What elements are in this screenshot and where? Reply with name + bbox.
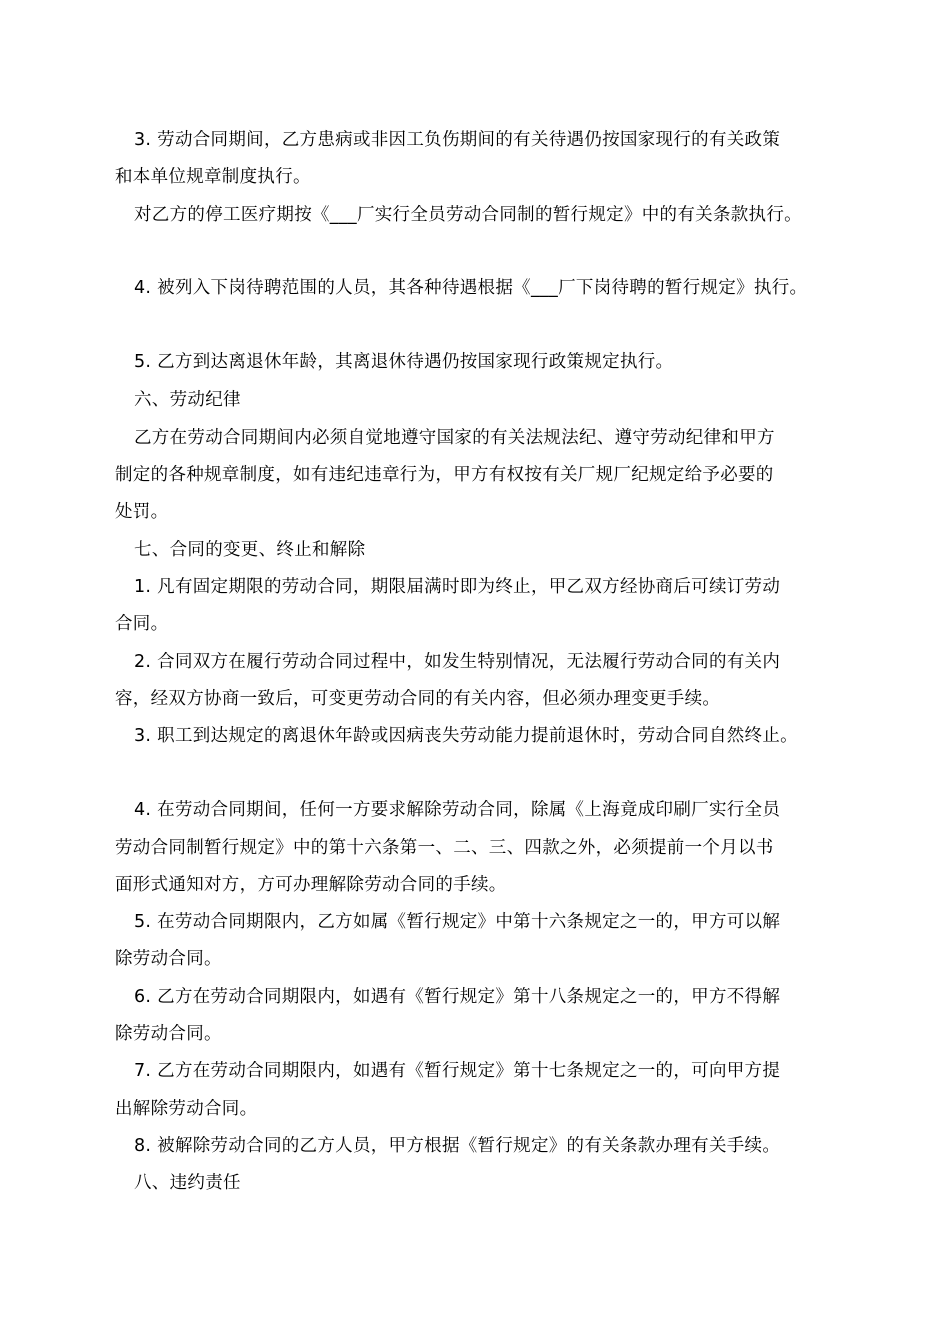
paragraph-line: 制定的各种规章制度，如有违纪违章行为，甲方有权按有关厂规厂纪规定给予必要的 <box>115 465 774 485</box>
paragraph-line: 对乙方的停工医疗期按《___厂实行全员劳动合同制的暂行规定》中的有关条款执行。 <box>134 205 802 225</box>
paragraph-line: 2. 合同双方在履行劳动合同过程中，如发生特别情况，无法履行劳动合同的有关内 <box>134 652 781 672</box>
section-heading: 八、违约责任 <box>134 1173 241 1193</box>
paragraph-line: 乙方在劳动合同期间内必须自觉地遵守国家的有关法规法纪、遵守劳动纪律和甲方 <box>134 428 775 448</box>
paragraph-line: 和本单位规章制度执行。 <box>115 167 311 187</box>
paragraph-line: 合同。 <box>115 614 169 634</box>
section-heading: 六、劳动纪律 <box>134 390 241 410</box>
paragraph-line: 4. 被列入下岗待聘范围的人员，其各种待遇根据《___厂下岗待聘的暂行规定》执行。 <box>134 278 808 298</box>
paragraph-line: 劳动合同制暂行规定》中的第十六条第一、二、三、四款之外，必须提前一个月以书 <box>115 838 774 858</box>
paragraph-line: 8. 被解除劳动合同的乙方人员，甲方根据《暂行规定》的有关条款办理有关手续。 <box>134 1136 781 1156</box>
paragraph-line: 5. 乙方到达离退休年龄，其离退休待遇仍按国家现行政策规定执行。 <box>134 352 674 372</box>
paragraph-line: 面形式通知对方，方可办理解除劳动合同的手续。 <box>115 875 507 895</box>
paragraph-line: 3. 劳动合同期间，乙方患病或非因工负伤期间的有关待遇仍按国家现行的有关政策 <box>134 130 781 150</box>
paragraph-line: 1. 凡有固定期限的劳动合同，期限届满时即为终止，甲乙双方经协商后可续订劳动 <box>134 577 781 597</box>
paragraph-line: 4. 在劳动合同期间，任何一方要求解除劳动合同，除属《上海竟成印刷厂实行全员 <box>134 800 781 820</box>
paragraph-line: 除劳动合同。 <box>115 1024 222 1044</box>
paragraph-line: 处罚。 <box>115 502 169 522</box>
paragraph-line: 除劳动合同。 <box>115 949 222 969</box>
paragraph-line: 出解除劳动合同。 <box>115 1099 258 1119</box>
paragraph-line: 容，经双方协商一致后，可变更劳动合同的有关内容，但必须办理变更手续。 <box>115 689 721 709</box>
paragraph-line: 5. 在劳动合同期限内，乙方如属《暂行规定》中第十六条规定之一的，甲方可以解 <box>134 912 781 932</box>
paragraph-line: 7. 乙方在劳动合同期限内，如遇有《暂行规定》第十七条规定之一的，可向甲方提 <box>134 1061 781 1081</box>
paragraph-line: 3. 职工到达规定的离退休年龄或因病丧失劳动能力提前退休时，劳动合同自然终止。 <box>134 726 798 746</box>
section-heading: 七、合同的变更、终止和解除 <box>134 540 366 560</box>
paragraph-line: 6. 乙方在劳动合同期限内，如遇有《暂行规定》第十八条规定之一的，甲方不得解 <box>134 987 781 1007</box>
